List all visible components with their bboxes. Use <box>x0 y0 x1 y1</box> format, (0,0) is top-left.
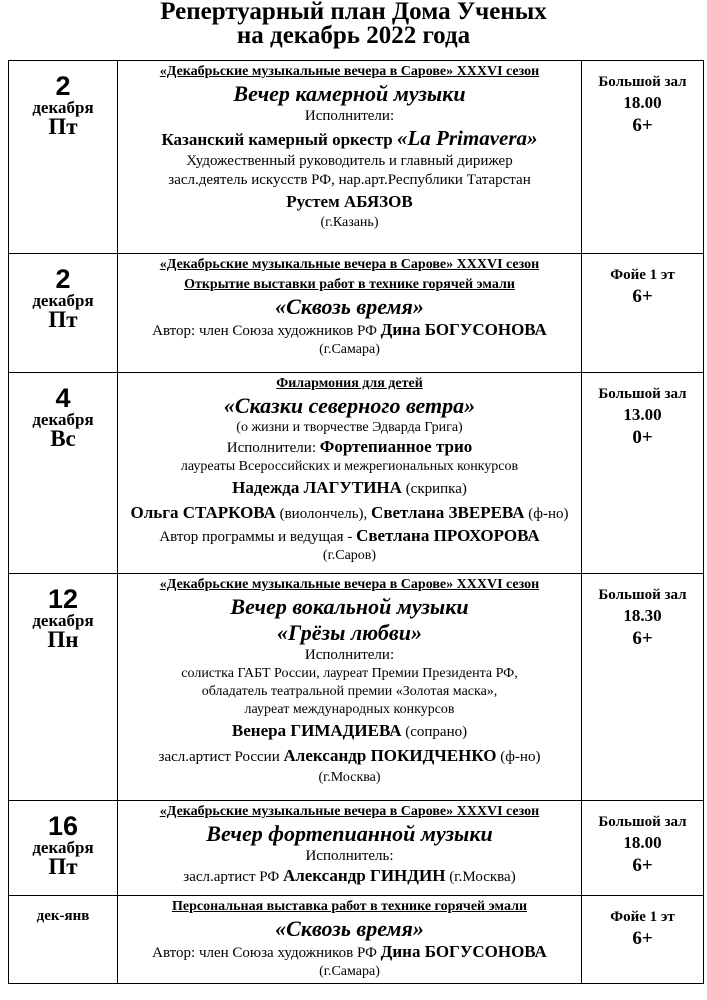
venue-cell <box>582 254 704 373</box>
table-row <box>9 896 704 984</box>
event-description: обладатель театральной премии «Золотая маска», <box>201 684 498 699</box>
event-series-2: Открытие выставки работ в технике горячей эмали <box>184 277 515 292</box>
event-day: 12 <box>47 584 79 614</box>
event-title: Вечер фортепианной музыки <box>206 821 493 846</box>
host-line <box>118 526 581 547</box>
orchestra-prefix: Казанский камерный оркестр <box>161 130 397 149</box>
event-series: «Декабрьские музыкальные вечера в Сарове» XXXVI сезон <box>159 257 540 272</box>
performer-name: Надежда ЛАГУТИНА <box>232 478 402 497</box>
event-weekday: Вс <box>50 426 76 451</box>
date-cell <box>9 254 118 373</box>
page-title <box>0 0 707 48</box>
performer-name: Светлана ЗВЕРЕВА <box>371 503 525 522</box>
performer-role: (ф-но) <box>496 749 541 765</box>
author-name: Дина БОГУСОНОВА <box>380 320 547 339</box>
trio-name: Фортепианное трио <box>319 437 473 456</box>
event-venue: Большой зал <box>598 814 687 830</box>
author-prefix: Автор: член Союза художников РФ <box>152 323 381 339</box>
event-series: «Декабрьские музыкальные вечера в Сарове» XXXVI сезон <box>159 804 540 819</box>
performer-role: (виолончель), <box>275 506 372 522</box>
author-prefix: Автор: член Союза художников РФ <box>152 945 381 961</box>
performer-line <box>118 501 581 526</box>
event-venue: Фойе 1 эт <box>610 909 675 925</box>
event-age: 6+ <box>632 115 653 136</box>
event-month: декабря <box>32 291 94 310</box>
event-day: 2 <box>55 264 71 294</box>
date-cell <box>9 896 118 984</box>
event-series: Филармония для детей <box>276 376 423 391</box>
performer-line <box>118 476 581 501</box>
date-cell <box>9 61 118 254</box>
event-weekday: Пт <box>48 114 78 139</box>
event-title: Вечер вокальной музыки <box>230 594 469 619</box>
event-city: (г.Казань) <box>320 215 379 230</box>
event-time: 18.00 <box>623 93 662 112</box>
event-info-cell <box>118 61 582 254</box>
event-age: 6+ <box>632 628 653 649</box>
performer-name: Рустем АБЯЗОВ <box>286 192 413 211</box>
performer-prefix: засл.артист РФ <box>183 869 283 885</box>
date-cell <box>9 801 118 896</box>
event-title: «Сказки северного ветра» <box>223 393 476 418</box>
event-city: (г.Самара) <box>319 964 380 979</box>
event-period: дек-янв <box>36 908 90 924</box>
event-age: 0+ <box>632 427 653 448</box>
venue-cell <box>582 896 704 984</box>
date-cell <box>9 574 118 801</box>
venue-cell <box>582 61 704 254</box>
event-city: (г.Саров) <box>322 548 377 563</box>
title-line-2: на декабрь 2022 года <box>236 22 471 49</box>
event-weekday: Пн <box>47 627 79 652</box>
author-name: Дина БОГУСОНОВА <box>380 942 547 961</box>
performer-role: (сопрано) <box>401 724 468 740</box>
host-name: Светлана ПРОХОРОВА <box>356 526 540 545</box>
event-description: солистка ГАБТ России, лауреат Премии Президента РФ, <box>181 666 518 681</box>
event-title: Вечер камерной музыки <box>233 81 466 106</box>
performers-prefix: Исполнители: <box>226 440 320 456</box>
event-month: декабря <box>32 98 94 117</box>
performers-line <box>118 437 581 458</box>
event-description: Художественный руководитель и главный дирижер <box>186 153 513 169</box>
event-info-cell <box>118 801 582 896</box>
orchestra-name: «La Primavera» <box>396 126 538 150</box>
table-row <box>9 373 704 574</box>
event-month: декабря <box>32 611 94 630</box>
event-venue: Большой зал <box>598 587 687 603</box>
event-age: 6+ <box>632 928 653 949</box>
performer-city: (г.Москва) <box>445 869 516 885</box>
performer-name: Александр ГИНДИН <box>282 866 446 885</box>
performer-line <box>118 866 581 887</box>
title-line-1: Репертуарный план Дома Ученых <box>160 0 547 25</box>
event-description: лауреат международных конкурсов <box>244 702 455 717</box>
event-time: 18.30 <box>623 606 662 625</box>
laureates-line: лауреаты Всероссийских и межрегиональных конкурсов <box>180 459 519 474</box>
author-line <box>118 942 581 963</box>
performers-label: Исполнители: <box>304 647 395 663</box>
event-age: 6+ <box>632 855 653 876</box>
table-row <box>9 254 704 373</box>
event-subtitle: (о жизни и творчестве Эдварда Грига) <box>236 420 463 435</box>
event-series: «Декабрьские музыкальные вечера в Сарове» XXXVI сезон <box>159 577 540 592</box>
table-row <box>9 574 704 801</box>
performer-prefix: засл.артист России <box>158 749 284 765</box>
event-weekday: Пт <box>48 307 78 332</box>
performer-name: Венера ГИМАДИЕВА <box>231 721 402 740</box>
event-day: 16 <box>47 811 79 841</box>
venue-cell <box>582 801 704 896</box>
host-prefix: Автор программы и ведущая - <box>159 529 357 545</box>
date-cell <box>9 373 118 574</box>
event-venue: Фойе 1 эт <box>610 267 675 283</box>
venue-cell <box>582 373 704 574</box>
event-time: 18.00 <box>623 833 662 852</box>
event-day: 4 <box>55 383 71 413</box>
event-description: засл.деятель искусств РФ, нар.арт.Республики Татарстан <box>168 172 531 188</box>
performer-line <box>118 719 581 744</box>
event-weekday: Пт <box>48 854 78 879</box>
event-city: (г.Самара) <box>319 342 380 357</box>
performer-label: Исполнитель: <box>305 848 394 864</box>
event-venue: Большой зал <box>598 386 687 402</box>
performer-line <box>118 744 581 769</box>
table-row <box>9 801 704 896</box>
event-info-cell <box>118 896 582 984</box>
event-time: 13.00 <box>623 405 662 424</box>
event-info-cell <box>118 574 582 801</box>
event-month: декабря <box>32 838 94 857</box>
event-info-cell <box>118 373 582 574</box>
event-venue: Большой зал <box>598 74 687 90</box>
table-row <box>9 61 704 254</box>
event-city: (г.Москва) <box>318 770 381 785</box>
event-title: «Сквозь время» <box>275 294 424 319</box>
event-age: 6+ <box>632 286 653 307</box>
event-month: декабря <box>32 410 94 429</box>
performer-role: (ф-но) <box>524 506 569 522</box>
orchestra-line <box>118 126 581 152</box>
event-title-2: «Грёзы любви» <box>277 620 422 645</box>
event-day: 2 <box>55 71 71 101</box>
event-series: Персональная выставка работ в технике горячей эмали <box>171 899 528 914</box>
author-line <box>118 320 581 341</box>
event-info-cell <box>118 254 582 373</box>
venue-cell <box>582 574 704 801</box>
event-title: «Сквозь время» <box>275 916 424 941</box>
performer-name: Александр ПОКИДЧЕНКО <box>283 746 497 765</box>
schedule-table <box>8 60 704 984</box>
event-series: «Декабрьские музыкальные вечера в Сарове» XXXVI сезон <box>159 64 540 79</box>
performer-role: (скрипка) <box>401 481 467 497</box>
performer-name: Ольга СТАРКОВА <box>130 503 276 522</box>
performers-label: Исполнители: <box>304 108 395 124</box>
